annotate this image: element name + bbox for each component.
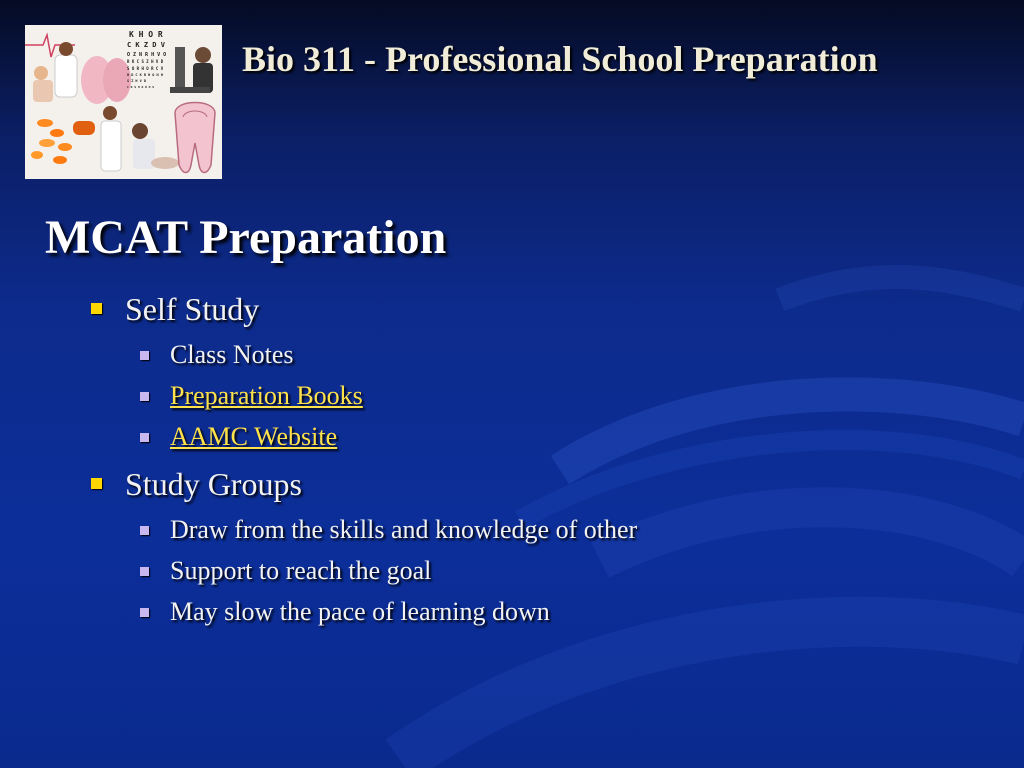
bullet-self-study	[88, 288, 988, 330]
svg-text:S O R H O R C V: S O R H O R C V	[127, 66, 164, 71]
bullet-study-groups	[88, 463, 988, 505]
svg-text:C R S H O H H S: C R S H O H H S	[127, 85, 155, 89]
svg-text:H D C K R H O N H: H D C K R H O N H	[127, 73, 163, 77]
sub-item-label: Draw from the skills and knowledge of other	[170, 515, 638, 544]
sub-list-self-study	[88, 334, 988, 457]
square-bullet-icon	[140, 433, 149, 442]
square-bullet-icon	[140, 567, 149, 576]
svg-text:C K Z D V: C K Z D V	[127, 41, 165, 49]
square-bullet-icon	[91, 303, 102, 314]
svg-text:R K C S Z H V D: R K C S Z H V D	[127, 59, 164, 64]
aamc-website-link[interactable]: AAMC Website	[170, 422, 338, 451]
sub-item-label: May slow the pace of learning down	[170, 597, 550, 626]
sub-list-study-groups	[88, 509, 988, 632]
square-bullet-icon	[140, 526, 149, 535]
collage-svg	[25, 25, 222, 179]
svg-text:O Z N R H V O: O Z N R H V O	[127, 52, 167, 58]
sub-item-preparation-books	[88, 375, 988, 416]
sub-item-label: Support to reach the goal	[170, 556, 432, 585]
preparation-books-link[interactable]: Preparation Books	[170, 381, 363, 410]
sub-item-draw-skills	[88, 509, 988, 550]
svg-text:S Z H V D: S Z H V D	[127, 79, 146, 83]
svg-text:K H O R: K H O R	[129, 30, 163, 39]
square-bullet-icon	[140, 392, 149, 401]
sub-item-slow-pace	[88, 591, 988, 632]
sub-list-container	[88, 509, 988, 632]
square-bullet-icon	[140, 351, 149, 360]
bullet-list	[88, 288, 988, 638]
slide-title: MCAT Preparation	[45, 211, 447, 264]
medical-collage-image	[25, 25, 222, 179]
sub-item-label: Class Notes	[170, 340, 294, 369]
header-title: Bio 311 - Professional School Preparation	[242, 39, 878, 79]
square-bullet-icon	[91, 478, 102, 489]
sub-item-class-notes	[88, 334, 988, 375]
bullet-label: Self Study	[125, 291, 260, 327]
bullet-label: Study Groups	[125, 466, 302, 502]
square-bullet-icon	[140, 608, 149, 617]
sub-list-container	[88, 334, 988, 457]
sub-item-support-goal	[88, 550, 988, 591]
sub-item-aamc-website	[88, 416, 988, 457]
